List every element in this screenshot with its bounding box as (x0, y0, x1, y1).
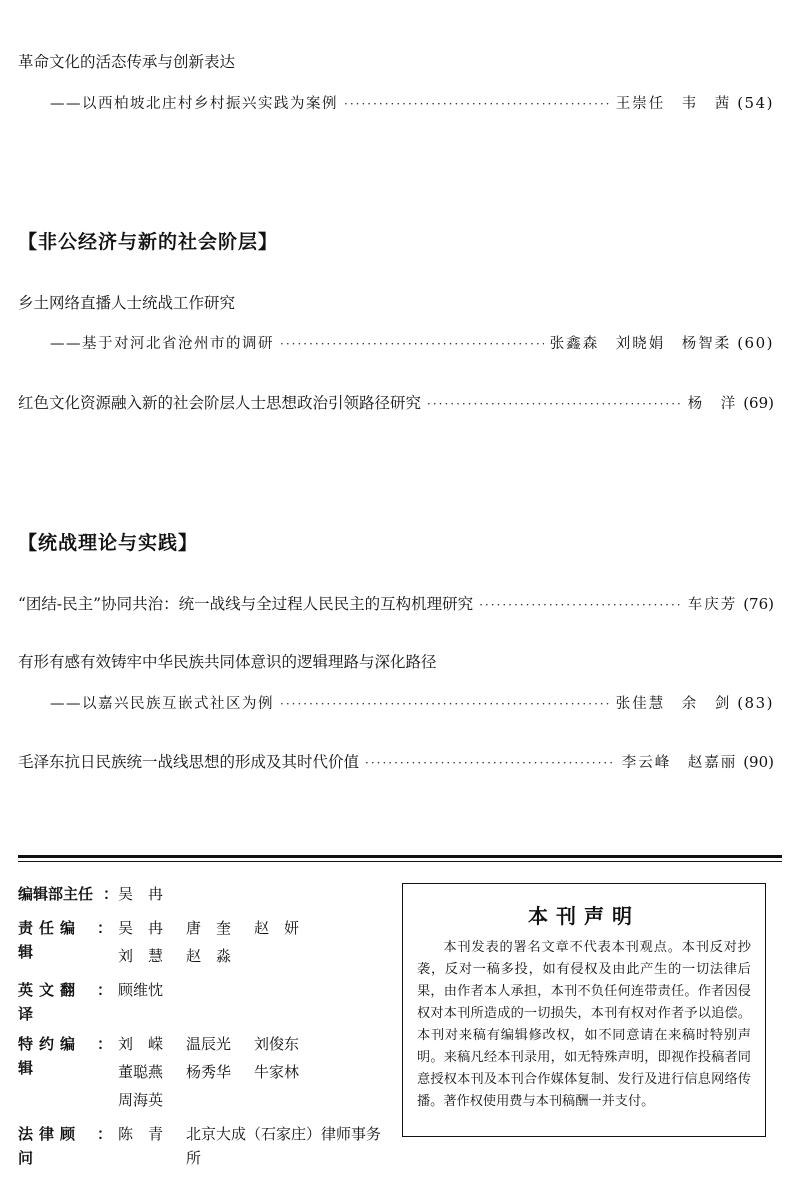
staff-row-editors (18, 916, 393, 972)
entry-authors: 李云峰 赵嘉丽 (621, 755, 738, 771)
staff-names (118, 1032, 388, 1116)
staff-name: 刘 慧 (118, 947, 164, 965)
entry-authors: 杨 洋 (687, 396, 738, 412)
toc-entry-title[interactable] (18, 650, 774, 674)
staff-name: 顾维忱 (118, 981, 164, 999)
entry-authors: 张鑫森 刘晓娟 杨智柔 (549, 336, 732, 352)
staff-role: 编辑部主任 ： (18, 885, 118, 903)
divider-thick (18, 855, 782, 858)
toc-entry-title[interactable] (18, 50, 774, 74)
staff-row-translator (18, 978, 393, 1026)
staff-row-director (18, 882, 393, 910)
entry-title: ——基于对河北省沧州市的调研 (50, 336, 274, 352)
staff-row-special-editors (18, 1032, 393, 1116)
entry-authors: 车庆芳 (687, 597, 738, 613)
entry-title: 红色文化资源融入新的社会阶层人士思想政治引领路径研究 (18, 394, 422, 412)
entry-title: 有形有感有效铸牢中华民族共同体意识的逻辑理路与深化路径 (18, 653, 437, 671)
entry-page: (90) (743, 753, 774, 771)
staff-role: 法律顾问 ： (18, 1125, 118, 1167)
staff-names (118, 916, 388, 972)
staff-name: 陈 青 (118, 1125, 164, 1143)
entry-page: (54) (737, 94, 774, 112)
entry-authors: 王崇任 韦 茜 (615, 96, 732, 112)
entry-title: ——以嘉兴民族互嵌式社区为例 (50, 696, 274, 712)
leader-dots (427, 392, 682, 416)
entry-page: (69) (743, 394, 774, 412)
toc-entry-subtitle[interactable] (50, 91, 774, 115)
staff-row-legal (18, 1122, 393, 1174)
toc-entry[interactable] (18, 391, 774, 415)
staff-name: 温辰光 (186, 1035, 232, 1053)
entry-title: “团结-民主”协同共治：统一战线与全过程人民民主的互构机理研究 (18, 595, 474, 613)
toc-entry-subtitle[interactable] (50, 331, 774, 355)
section-header: 【统战理论与实践】 (18, 532, 199, 554)
staff-name: 董聪燕 (118, 1063, 164, 1081)
leader-dots (365, 751, 616, 775)
staff-names (118, 1122, 388, 1174)
divider-thin (18, 861, 782, 862)
entry-title: 乡土网络直播人士统战工作研究 (18, 294, 236, 312)
staff-name: 吴 冉 (118, 919, 164, 937)
journal-notice-box (402, 883, 766, 1137)
staff-name: 唐 奎 (186, 919, 232, 937)
entry-authors: 张佳慧 余 剑 (615, 696, 732, 712)
staff-role: 责任编辑 ： (18, 919, 118, 961)
section-header: 【非公经济与新的社会阶层】 (18, 231, 279, 253)
staff-names (118, 978, 388, 1006)
toc-entry-title[interactable] (18, 291, 774, 315)
staff-name: 赵 妍 (254, 919, 300, 937)
entry-page: (60) (737, 334, 774, 352)
staff-role: 特约编辑 ： (18, 1035, 118, 1077)
staff-names (118, 882, 388, 910)
staff-name: 刘 嵘 (118, 1035, 164, 1053)
entry-title: 革命文化的活态传承与创新表达 (18, 53, 236, 71)
staff-name: 杨秀华 (186, 1063, 232, 1081)
leader-dots (280, 332, 544, 356)
staff-name: 北京大成（石家庄）律师事务所 (186, 1125, 382, 1167)
staff-name: 牛家林 (254, 1063, 300, 1081)
notice-body: 本刊发表的署名文章不代表本刊观点。本刊反对抄袭，反对一稿多投，如有侵权及由此产生的一切法律后果，由作者本人承担，本刊不负任何连带责任。作者因侵权对本刊所造成的一切损失，本刊有权对作者予以追偿。本刊对来稿有编辑修改权，如不同意请在来稿时特别声明。来稿凡经本刊录用，如无特殊声明，即视作投稿者同意授权本刊及本刊合作媒体复制、发行及进行信息网络传播。著作权使用费与本刊稿酬一并支付。 (417, 940, 751, 1109)
notice-title: 本刊声明 (528, 904, 640, 928)
toc-entry[interactable] (18, 750, 774, 774)
staff-name: 刘俊东 (254, 1035, 300, 1053)
leader-dots (344, 92, 610, 116)
entry-page: (76) (743, 595, 774, 613)
staff-name: 赵 淼 (186, 947, 232, 965)
entry-title: 毛泽东抗日民族统一战线思想的形成及其时代价值 (18, 753, 360, 771)
masthead-staff (18, 882, 393, 1180)
toc-entry[interactable] (18, 592, 774, 616)
entry-page: (83) (737, 694, 774, 712)
staff-name: 周海英 (118, 1091, 164, 1109)
staff-name: 吴 冉 (118, 885, 164, 903)
leader-dots (479, 593, 682, 617)
entry-title: ——以西柏坡北庄村乡村振兴实践为案例 (50, 96, 338, 112)
leader-dots (280, 692, 610, 716)
toc-entry-subtitle[interactable] (50, 691, 774, 715)
staff-role: 英文翻译 ： (18, 981, 118, 1023)
